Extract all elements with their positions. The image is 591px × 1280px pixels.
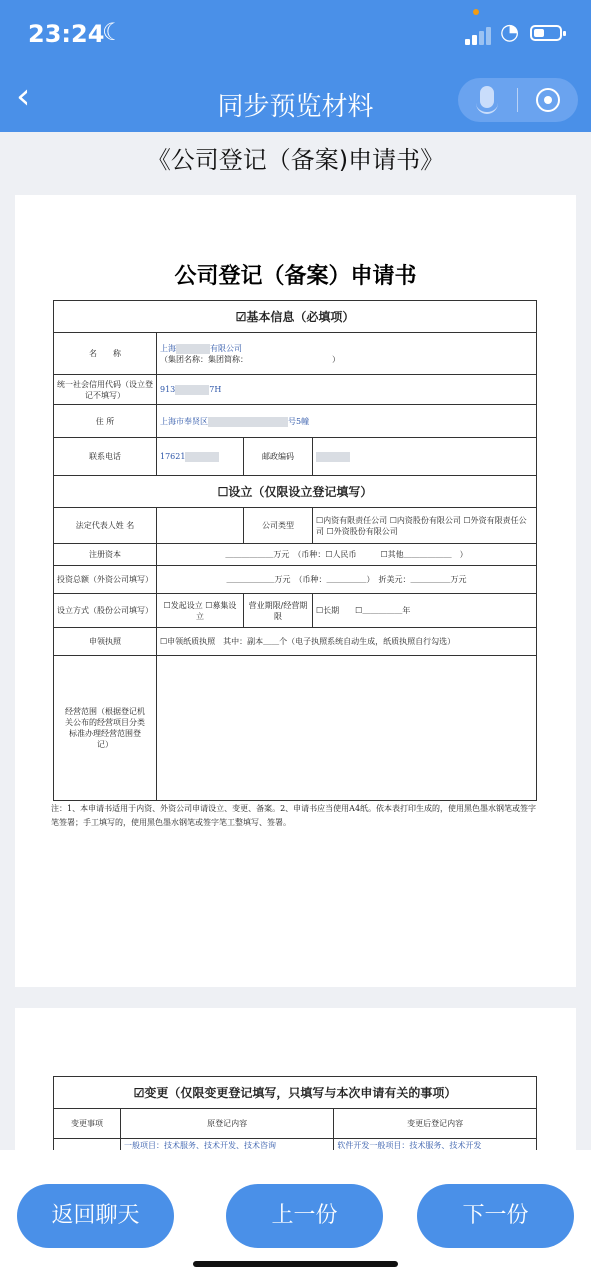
capsule-divider bbox=[517, 88, 518, 112]
investment-label: 投资总额（外资公司填写） bbox=[54, 566, 157, 594]
chevron-left-icon[interactable]: ‹ bbox=[16, 76, 31, 117]
form-notes: 注：1、本申请书适用于内资、外资公司申请设立、变更、备案。2、申请书应当使用A4纸。依本表打印生成的，使用黑色墨水钢笔或签字笔签署；手工填写的，使用黑色墨水钢笔或签字笔工整填写、签署。 bbox=[51, 804, 537, 827]
section-basic: ☑基本信息（必填项） bbox=[54, 301, 537, 333]
company-type-label: 公司类型 bbox=[244, 508, 313, 544]
navbar bbox=[0, 70, 591, 132]
section-establish: ☐设立（仅限设立登记填写） bbox=[54, 476, 537, 508]
signal-icon bbox=[465, 27, 497, 45]
status-time: 23:24 bbox=[28, 20, 105, 48]
name-value: 上海 有限公司 （集团名称：集团简称： ） bbox=[157, 333, 537, 375]
privacy-indicator bbox=[473, 9, 479, 15]
section-change: ☑变更（仅限变更登记填写，只填写与本次申请有关的事项） bbox=[54, 1077, 537, 1109]
credit-value: 913 7H bbox=[157, 375, 537, 405]
phone-label: 联系电话 bbox=[54, 438, 157, 476]
scope-label: 经营范围（根据登记机关公布的经营项目分类标准办理经营范围登记） bbox=[54, 656, 157, 801]
credit-label: 统一社会信用代码（设立登记不填写） bbox=[54, 375, 157, 405]
scope-value bbox=[157, 656, 537, 801]
company-type-options: ☐内资有限责任公司 ☐内资股份有限公司 ☐外资有限责任公司 ☐外资股份有限公司 bbox=[313, 508, 537, 544]
status-bar bbox=[0, 0, 591, 70]
record-icon[interactable] bbox=[536, 88, 560, 112]
home-indicator bbox=[193, 1261, 398, 1267]
capital-value: ＿＿＿＿＿＿万元 （币种：☐人民币 ☐其他＿＿＿＿＿＿ ） bbox=[157, 544, 537, 566]
app-header bbox=[0, 0, 591, 132]
mini-program-capsule[interactable] bbox=[458, 78, 578, 122]
change-col-new: 变更后登记内容 bbox=[334, 1109, 537, 1139]
basic-info-table bbox=[53, 300, 537, 801]
change-row-original: 一般项目：技术服务、技术开发、技术咨询 bbox=[121, 1139, 334, 1153]
legal-rep-value bbox=[157, 508, 244, 544]
license-label: 申领执照 bbox=[54, 628, 157, 656]
zip-value bbox=[313, 438, 537, 476]
moon-icon: ☾ bbox=[102, 18, 124, 46]
next-button[interactable]: 下一份 bbox=[417, 1184, 574, 1248]
change-row-new: 软件开发一般项目：技术服务、技术开发 bbox=[334, 1139, 537, 1153]
phone-value: 17621 bbox=[157, 438, 244, 476]
method-value: ☐发起设立 ☐募集设立 bbox=[157, 594, 244, 628]
change-col-original: 原登记内容 bbox=[121, 1109, 334, 1139]
wifi-icon: ◔ bbox=[500, 20, 520, 45]
document-title: 《公司登记（备案)申请书》 bbox=[146, 146, 445, 174]
license-value: ☐申领纸质执照 其中：副本＿＿个（电子执照系统自动生成，纸质执照自行勾选） bbox=[157, 628, 537, 656]
capital-label: 注册资本 bbox=[54, 544, 157, 566]
term-label: 营业期限/经营期限 bbox=[244, 594, 313, 628]
zip-label: 邮政编码 bbox=[244, 438, 313, 476]
investment-value: ＿＿＿＿＿＿万元 （币种：＿＿＿＿＿） 折美元：＿＿＿＿＿万元 bbox=[157, 566, 537, 594]
change-table bbox=[53, 1076, 537, 1153]
page-title: 同步预览材料 bbox=[217, 92, 374, 122]
document-page-1[interactable] bbox=[15, 195, 576, 987]
back-to-chat-button[interactable]: 返回聊天 bbox=[17, 1184, 174, 1248]
bottom-bar bbox=[0, 1150, 591, 1280]
form-title: 公司登记（备案）申请书 bbox=[174, 263, 417, 289]
change-col-item: 变更事项 bbox=[54, 1109, 121, 1139]
name-label: 名 称 bbox=[54, 333, 157, 375]
address-label: 住 所 bbox=[54, 405, 157, 438]
previous-button[interactable]: 上一份 bbox=[226, 1184, 383, 1248]
address-value: 上海市奉贤区 号5幢 bbox=[157, 405, 537, 438]
legal-rep-label: 法定代表人姓 名 bbox=[54, 508, 157, 544]
method-label: 设立方式（股份公司填写） bbox=[54, 594, 157, 628]
battery-icon bbox=[530, 25, 562, 41]
term-value: ☐长期 ☐＿＿＿＿＿年 bbox=[313, 594, 537, 628]
microphone-icon[interactable] bbox=[480, 86, 494, 108]
